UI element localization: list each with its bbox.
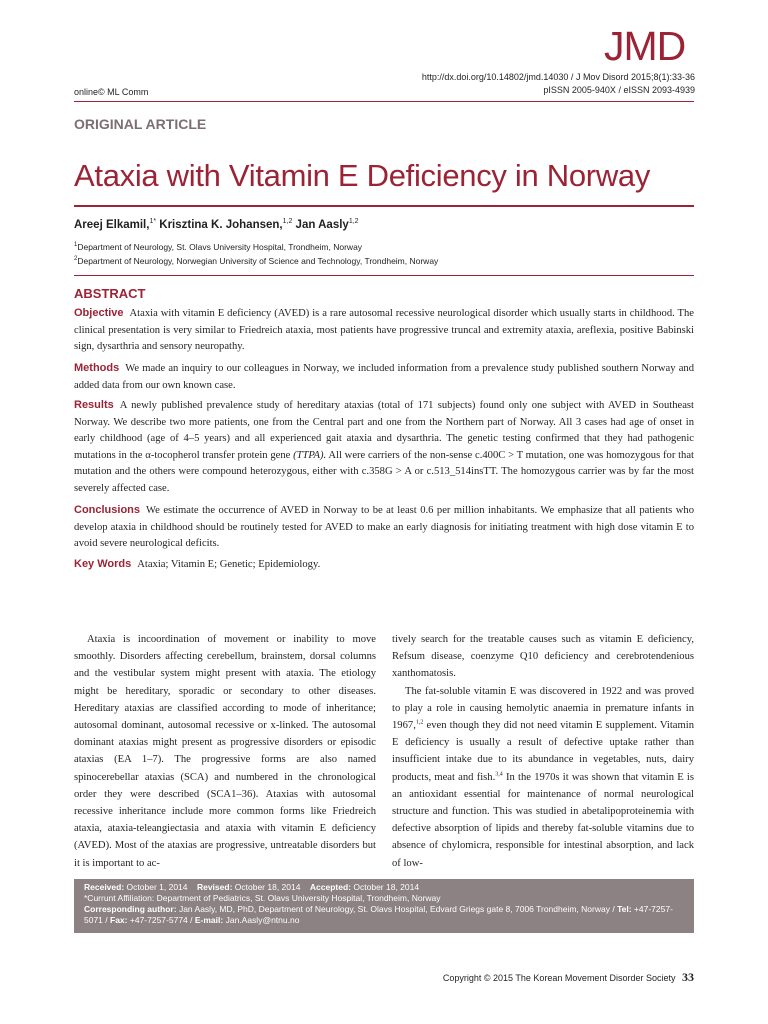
affiliation: $^2$Department of Neurology, Norwegian University of Science and Technology, Trondheim, Norway [74, 256, 439, 266]
abstract-rule [74, 275, 694, 276]
abstract-methods: Methods We made an inquiry to our colleagues in Norway, we included information from a prevalence study published southern Norway and added data from our own known case. [74, 362, 694, 391]
author-affiliation-mark: 1,2 [282, 218, 293, 225]
author-affiliation-mark: 1* [149, 218, 157, 225]
doi-link[interactable]: http://dx.doi.org/10.14802/jmd.14030 [421, 72, 569, 82]
abstract-results: Results A newly published prevalence study of hereditary ataxias (total of 171 subjects) found only one subject with AVED in Southeast Norway. We describe two more patients, one from the Central part and one from the Northern part of Norway. All 3 cases had age of onset in early childhood (age of 4–5 years) and all experienced gait ataxia and dysarthria. The genetic testing confirmed that they had pathogenic mutations in the α-tocopherol transfer protein gene (TTPA). All were carriers of the non-sense c.400C > T mutation, one was homozygous for that mutation and the others were compound heterozygous, either with c.358G > A or c.513_514insTT. The homozygous carrier was by far the most severely affected case. [74, 399, 695, 494]
citation: J Mov Disord 2015;8(1):33-36 [575, 72, 695, 82]
author-name: Areej Elkamil, [74, 218, 150, 231]
author-name: Krisztina K. Johansen, [159, 218, 283, 231]
reference-mark[interactable]: 1,2 [415, 719, 424, 726]
abstract-conclusions: Conclusions We estimate the occurrence of AVED in Norway to be at least 0.6 per million inhabitants. We emphasize that all patients who develop ataxia in childhood should be routinely tested for AVED to make an early diagnosis for initiating treatment with high dose vitamin E to avoid severe neurological deficits. [74, 504, 694, 549]
body-paragraph: Ataxia is incoordination of movement or inability to move smoothly. Disorders affecting cerebellum, brainstem, dorsal columns and the vestibular system might present with ataxia. The etiology might be hereditary, sporadic or secondary to other diseases. Hereditary ataxias are classified according to mode of inheritance; autosomal dominant, autosomal recessive or x-linked. The autosomal dominant ataxias might present as progressive disorders or episodic ataxias (EA 1–7). The progressive forms are also named spinocerebellar ataxias (SCA) and numbered in the chronological order they were described (SCA1–36). Ataxias with autosomal recessive inheritance include more common forms like Friedreich ataxia, ataxia-teleangiectasia and ataxia with vitamin E deficiency (AVED). Most of the ataxias are progressive, untreatable disorders but it is important to ac- [74, 634, 376, 869]
citation-info: http://dx.doi.org/10.14802/jmd.14030 / J Mov Disord 2015;8(1):33-36 pISSN 2005-940X / eISSN 2093-4939 [421, 72, 695, 95]
section-label: Key Words [74, 558, 132, 570]
journal-logo: JMD [604, 23, 686, 69]
body-paragraph: tively search for the treatable causes such as vitamin E deficiency, Refsum disease, coenzyme Q10 deficiency and cerebrotendenious xanthomatosis. [392, 634, 694, 680]
body-paragraph: The fat-soluble vitamin E was discovered in 1922 and was proved to play a role in causing hemolytic anaemia in premature infants in 1967,$^{1,2}$ even though they did not need vitamin E supplement. Vitamin E deficiency is usually a result of defective uptake rather than insufficient intake due to its abundance in vegetables, nuts, dairy products, meat and fish.$^{3,4}$ In the 1970s it was shown that vitamin E is an antioxidant essential for maintenance of normal neurological structure and function. This was studied in abetalipoproteinemia with defective absorption of lipids and thereby fat-soluble vitamins due to absence of chylomicra, responsible for intestinal absorption, and lack of low- [392, 685, 694, 869]
corresponding-author: Corresponding author: Jan Aasly, MD, PhD, Department of Neurology, St. Olavs Hospital, Edvard Griegs gate 8, 7006 Trondheim, Norway / Tel: +47-7257-5071 / Fax: +47-7257-5774 / E-mail: Jan.Aasly@ntnu.no [84, 904, 673, 925]
page-number: 33 [682, 970, 694, 984]
author-affiliation-mark: 1,2 [348, 218, 359, 225]
header-rule [74, 101, 694, 102]
section-label: Conclusions [74, 504, 141, 516]
current-affiliation: *Currunt Affiliation: Department of Pediatrics, St. Olavs University Hospital, Trondheim, Norway [84, 893, 441, 903]
title-rule [74, 205, 694, 207]
abstract-heading: ABSTRACT [74, 286, 146, 301]
page-footer [443, 970, 694, 985]
dates-line: Received: October 1, 2014 Revised: October 18, 2014 Accepted: October 18, 2014 [84, 882, 420, 892]
online-mark: online© ML Comm [74, 87, 149, 97]
author-list [74, 218, 359, 231]
author-name: Jan Aasly [295, 218, 349, 231]
abstract-keywords: Key Words Ataxia; Vitamin E; Genetic; Epidemiology. [74, 558, 321, 570]
section-label: Methods [74, 362, 120, 374]
body-column-right [392, 631, 694, 872]
section-label: Results [74, 399, 114, 411]
body-column-left [74, 631, 376, 872]
article-title: Ataxia with Vitamin E Deficiency in Norway [74, 158, 651, 193]
issn: pISSN 2005-940X / eISSN 2093-4939 [543, 85, 695, 95]
reference-mark[interactable]: 3,4 [495, 771, 503, 778]
abstract-objective: Objective Ataxia with vitamin E deficiency (AVED) is a rare autosomal recessive neurological disorder which usually starts in childhood. The clinical presentation is very similar to Friedreich ataxia, most patients have progressive truncal and extremity ataxia, areflexia, positive Babinski sign, dysarthria and sensory neuropathy. [74, 307, 694, 352]
email-link[interactable]: Jan.Aasly@ntnu.no [225, 915, 300, 925]
copyright: Copyright © 2015 The Korean Movement Disorder Society [442, 973, 676, 983]
article-type: ORIGINAL ARTICLE [74, 116, 207, 132]
affiliation: $^1$Department of Neurology, St. Olavs University Hospital, Trondheim, Norway [74, 242, 363, 252]
article-info-box [74, 879, 694, 933]
section-label: Objective [74, 307, 124, 319]
